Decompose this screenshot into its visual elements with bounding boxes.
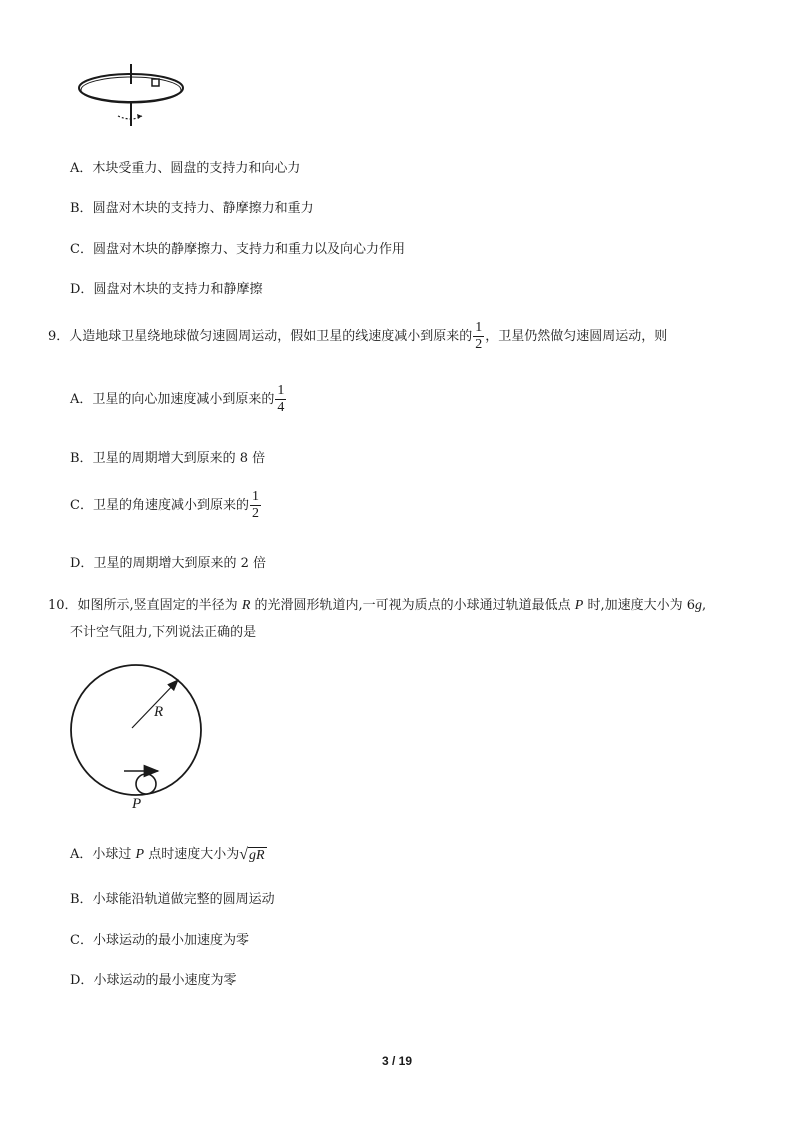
q9-option-a: A．卫星的向心加速度减小到原来的 $\frac{1}{4}$ [70, 383, 285, 416]
q10-option-c: C．小球运动的最小加速度为零 [70, 933, 249, 948]
q10-stem-line2: 不计空气阻力,下列说法正确的是 [70, 625, 257, 640]
q10-option-a: A．小球过 P 点时速度大小为√gR [70, 845, 265, 863]
fraction: $\frac{1}{2}$ [475, 320, 483, 353]
q9-option-b: B．卫星的周期增大到原来的 8 倍 [70, 451, 266, 466]
square-root: √gR [239, 845, 265, 863]
point-p-label: P [132, 796, 142, 812]
q8-option-d: D．圆盘对木块的支持力和静摩擦 [70, 282, 263, 297]
q8-option-a: A．木块受重力、圆盘的支持力和向心力 [70, 161, 301, 176]
q9-option-d: D．卫星的周期增大到原来的 2 倍 [70, 556, 266, 571]
rotating-disc-figure [76, 60, 196, 130]
page-number: 3 / 19 [381, 1054, 413, 1068]
radius-label: R [154, 704, 164, 720]
q10-option-b: B．小球能沿轨道做完整的圆周运动 [70, 892, 275, 907]
fraction: $\frac{1}{2}$ [251, 489, 259, 522]
q9-stem: 9．人造地球卫星绕地球做匀速圆周运动，假如卫星的线速度减小到原来的 $\frac{1}{2}$ ，卫星仍然做匀速圆周运动，则 [48, 320, 668, 353]
q8-option-c: C．圆盘对木块的静摩擦力、支持力和重力以及向心力作用 [70, 242, 405, 257]
q9-option-c: C．卫星的角速度减小到原来的 $\frac{1}{2}$ [70, 489, 259, 522]
q10-stem-line1: 10．如图所示,竖直固定的半径为 R 的光滑圆形轨道内,一可视为质点的小球通过轨道最低点 P 时,加速度大小为 6g, [48, 598, 707, 613]
q10-option-d: D．小球运动的最小速度为零 [70, 973, 237, 988]
fraction: $\frac{1}{4}$ [277, 383, 285, 416]
q8-option-b: B．圆盘对木块的支持力、静摩擦力和重力 [70, 201, 314, 216]
